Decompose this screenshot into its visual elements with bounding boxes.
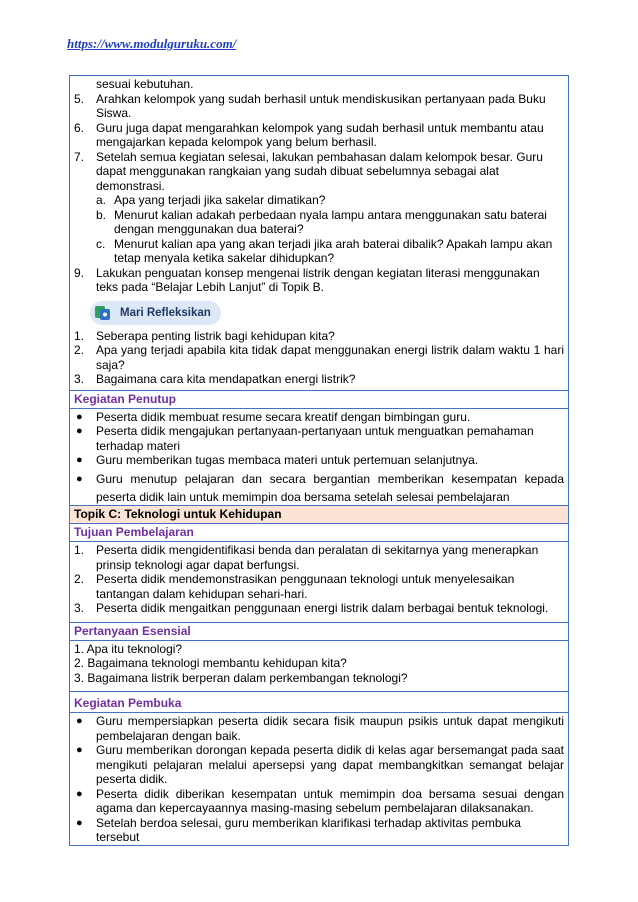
activity-steps-section <box>70 76 568 391</box>
list-item: ● Setelah berdoa selesai, guru memberikan klarifikasi terhadap aktivitas pembuka tersebut <box>76 815 521 844</box>
list-item: ● Guru mempersiapkan peserta didik secara fisik maupun psikis untuk dapat mengikuti pembelajaran dengan baik. <box>76 714 564 743</box>
reflection-list <box>74 329 564 387</box>
closing-heading: Kegiatan Penutup <box>70 391 568 409</box>
list-item: ● Guru memberikan dorongan kepada peserta didik di kelas agar bersemangat pada saat mengikuti pelajaran melalui apersepsi yang dapat membangkitkan semangat belajar peserta didik. <box>76 743 564 786</box>
topic-c-table <box>69 505 569 846</box>
reflection-banner-label: Mari Refleksikan <box>120 306 211 319</box>
opening-section <box>70 713 568 845</box>
opening-list <box>74 714 564 845</box>
list-item: 2. Apa yang terjadi apabila kita tidak dapat menggunakan energi listrik dalam waktu 1 hari saja? <box>74 343 564 372</box>
list-item: 5. Arahkan kelompok yang sudah berhasil untuk mendiskusikan pertanyaan pada Buku Siswa. <box>74 91 546 120</box>
list-item: ● Peserta didik membuat resume secara kreatif dengan bimbingan guru. <box>76 409 471 424</box>
list-item: ● Peserta didik mengajukan pertanyaan-pertanyaan untuk menguatkan pemahaman terhadap materi <box>76 424 534 453</box>
source-url-link[interactable]: https://www.modulguruku.com/ <box>67 36 237 51</box>
list-item: ● Guru menutup pelajaran dan secara bergantian memberikan kesempatan kepada peserta didik lain untuk memimpin doa bersama setelah selesai pembelajaran <box>76 471 564 504</box>
essential-item: 2. Bagaimana teknologi membantu kehidupan kita? <box>74 656 347 670</box>
essential-item: 1. Apa itu teknologi? <box>74 641 183 656</box>
closing-list <box>74 410 564 506</box>
list-item: 2. Peserta didik mendemonstrasikan penggunaan teknologi untuk menyelesaikan tantangan dalam kehidupan sehari-hari. <box>74 572 515 601</box>
opening-heading: Kegiatan Pembuka <box>70 692 568 713</box>
list-item: ● Peserta didik diberikan kesempatan untuk memimpin doa bersama sesuai dengan agama dan kepercayaannya masing-masing sebelum pembelajaran dilaksanakan. <box>76 786 564 815</box>
list-item: 3. Peserta didik mengaitkan penggunaan energi listrik dalam berbagai bentuk teknologi. <box>74 601 549 615</box>
list-item: a. Apa yang terjadi jika sakelar dimatikan? <box>96 193 326 207</box>
list-item: 1. Seberapa penting listrik bagi kehidupan kita? <box>74 328 335 343</box>
list-item: 3. Bagaimana cara kita mendapatkan energi listrik? <box>74 372 356 386</box>
list-item: ● Guru memberikan tugas membaca materi untuk pertemuan selanjutnya. <box>76 453 479 467</box>
reflection-icon <box>94 304 112 322</box>
lesson-steps-table <box>69 75 569 519</box>
goals-heading: Tujuan Pembelajaran <box>70 524 568 542</box>
list-item: 1. Peserta didik mengidentifikasi benda dan peralatan di sekitarnya yang menerapkan prinsip teknologi agar dapat berfungsi. <box>74 543 539 572</box>
topic-title: Topik C: Teknologi untuk Kehidupan <box>70 506 568 524</box>
list-item: 6. Guru juga dapat mengarahkan kelompok yang sudah berhasil untuk membantu atau mengajarkan kepada kelompok yang belum berhasil. <box>74 120 544 149</box>
essential-item: 3. Bagaimana listrik berperan dalam perkembangan teknologi? <box>74 670 408 685</box>
closing-section <box>70 409 568 518</box>
steps-list <box>74 92 564 194</box>
goals-section <box>70 542 568 623</box>
goals-list <box>74 543 564 616</box>
steps-list-continued <box>74 266 564 295</box>
essential-section <box>70 641 568 693</box>
list-item: 9. Lakukan penguatan konsep mengenai listrik dengan kegiatan literasi menggunakan teks pada “Belajar Lebih Lanjut” di Topik B. <box>74 265 540 294</box>
essential-heading: Pertanyaan Esensial <box>70 623 568 641</box>
list-item: c. Menurut kalian apa yang akan terjadi jika arah baterai dibalik? Apakah lampu akan tetap menyala ketika sakelar dihidupkan? <box>96 236 553 265</box>
reflection-banner <box>90 301 221 325</box>
list-item: b. Menurut kalian adakah perbedaan nyala lampu antara menggunakan satu baterai dengan menggunakan dua baterai? <box>96 207 547 236</box>
list-item: 7. Setelah semua kegiatan selesai, lakukan pembahasan dalam kelompok besar. Guru dapat menggunakan rangkaian yang sudah dibuat sebelumnya sebagai alat demonstrasi. <box>74 149 543 193</box>
substeps-list <box>74 193 564 266</box>
continuation-text: sesuai kebutuhan. <box>96 77 194 91</box>
